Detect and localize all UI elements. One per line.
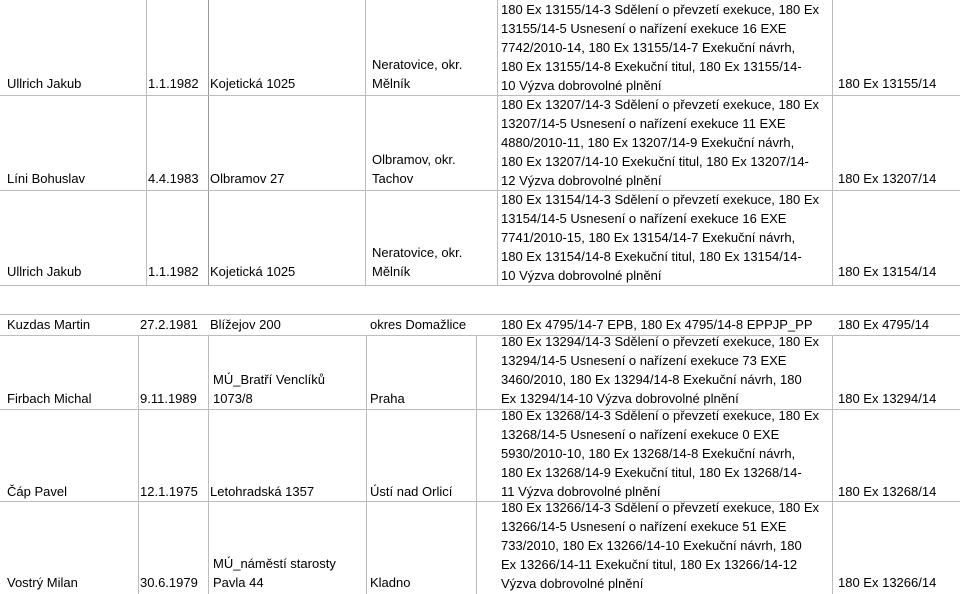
grid-line (146, 0, 147, 285)
street-cell: Kojetická 1025 (210, 264, 296, 279)
birth-date-cell: 1.1.1982 (148, 264, 199, 279)
grid-line (832, 0, 833, 285)
street-cell: MÚ_náměstí starosty Pavla 44 (213, 556, 336, 590)
grid-line (476, 335, 477, 594)
description-cell: 180 Ex 13294/14-3 Sdělení o převzetí exekuce, 180 Ex 13294/14-5 Usnesení o nařízení exekuce 73 EXE 3460/2010, 180 Ex 13294/14-8 Exekuční návrh, 180 Ex 13294/14-10 Výzva dobrovolné plnění (501, 334, 819, 406)
grid-line (0, 285, 960, 286)
street-cell: MÚ_Bratří Venclíků 1073/8 (213, 372, 325, 406)
birth-date-cell: 27.2.1981 (140, 317, 198, 332)
name-cell: Kuzdas Martin (7, 317, 91, 332)
city-cell: Praha (370, 391, 405, 406)
name-cell: Ullrich Jakub (7, 76, 82, 91)
city-cell: okres Domažlice (370, 317, 467, 332)
grid-line (497, 0, 498, 285)
street-cell: Kojetická 1025 (210, 76, 296, 91)
grid-line (365, 0, 366, 285)
city-cell: Olbramov, okr. Tachov (372, 152, 456, 186)
name-cell: Ullrich Jakub (7, 264, 82, 279)
file-number-cell: 180 Ex 13207/14 (838, 171, 937, 186)
birth-date-cell: 9.11.1989 (140, 391, 197, 406)
file-number-cell: 180 Ex 13294/14 (838, 391, 937, 406)
city-cell: Neratovice, okr. Mělník (372, 245, 463, 279)
street-cell: Olbramov 27 (210, 171, 285, 186)
name-cell: Firbach Michal (7, 391, 92, 406)
birth-date-cell: 30.6.1979 (140, 575, 198, 590)
birth-date-cell: 4.4.1983 (148, 171, 199, 186)
grid-line (138, 335, 139, 594)
file-number-cell: 180 Ex 4795/14 (838, 317, 930, 332)
street-cell: Letohradská 1357 (210, 484, 315, 499)
street-cell: Blížejov 200 (210, 317, 281, 332)
name-cell: Líni Bohuslav (7, 171, 86, 186)
city-cell: Neratovice, okr. Mělník (372, 57, 463, 91)
grid-line (208, 0, 209, 285)
city-cell: Ústí nad Orlicí (370, 484, 453, 499)
description-cell: 180 Ex 13154/14-3 Sdělení o převzetí exekuce, 180 Ex 13154/14-5 Usnesení o nařízení exekuce 16 EXE 7741/2010-15, 180 Ex 13154/14-7 Exekuční návrh, 180 Ex 13154/14-8 Exekuční titul, 180 Ex 13154/14- 10 Výzva dobrovolné plnění (501, 192, 819, 283)
grid-line (208, 335, 209, 594)
name-cell: Vostrý Milan (7, 575, 78, 590)
birth-date-cell: 1.1.1982 (148, 76, 199, 91)
description-cell: 180 Ex 13207/14-3 Sdělení o převzetí exekuce, 180 Ex 13207/14-5 Usnesení o nařízení exekuce 11 EXE 4880/2010-11, 180 Ex 13207/14-9 Exekuční návrh, 180 Ex 13207/14-10 Exekuční titul, 180 Ex 13207/14- 12 Výzva dobrovolné plnění (501, 97, 819, 188)
file-number-cell: 180 Ex 13155/14 (838, 76, 937, 91)
name-cell: Čáp Pavel (7, 484, 67, 499)
description-cell: 180 Ex 13155/14-3 Sdělení o převzetí exekuce, 180 Ex 13155/14-5 Usnesení o nařízení exekuce 16 EXE 7742/2010-14, 180 Ex 13155/14-7 Exekuční návrh, 180 Ex 13155/14-8 Exekuční titul, 180 Ex 13155/14- 10 Výzva dobrovolné plnění (501, 2, 819, 93)
description-cell: 180 Ex 13268/14-3 Sdělení o převzetí exekuce, 180 Ex 13268/14-5 Usnesení o nařízení exekuce 0 EXE 5930/2010-10, 180 Ex 13268/14-8 Exekuční návrh, 180 Ex 13268/14-9 Exekuční titul, 180 Ex 13268/14- 11 Výzva dobrovolné plnění (501, 408, 819, 499)
grid-line (366, 335, 367, 594)
file-number-cell: 180 Ex 13268/14 (838, 484, 937, 499)
city-cell: Kladno (370, 575, 411, 590)
file-number-cell: 180 Ex 13154/14 (838, 264, 937, 279)
description-cell: 180 Ex 4795/14-7 EPB, 180 Ex 4795/14-8 EPPJP_PP (501, 317, 813, 332)
description-cell: 180 Ex 13266/14-3 Sdělení o převzetí exekuce, 180 Ex 13266/14-5 Usnesení o nařízení exekuce 51 EXE 733/2010, 180 Ex 13266/14-10 Exekuční návrh, 180 Ex 13266/14-11 Exekuční titul, 180 Ex 13266/14-12 Výzva dobrovolné plnění (501, 500, 819, 591)
file-number-cell: 180 Ex 13266/14 (838, 575, 937, 590)
birth-date-cell: 12.1.1975 (140, 484, 198, 499)
grid-line (832, 335, 833, 594)
